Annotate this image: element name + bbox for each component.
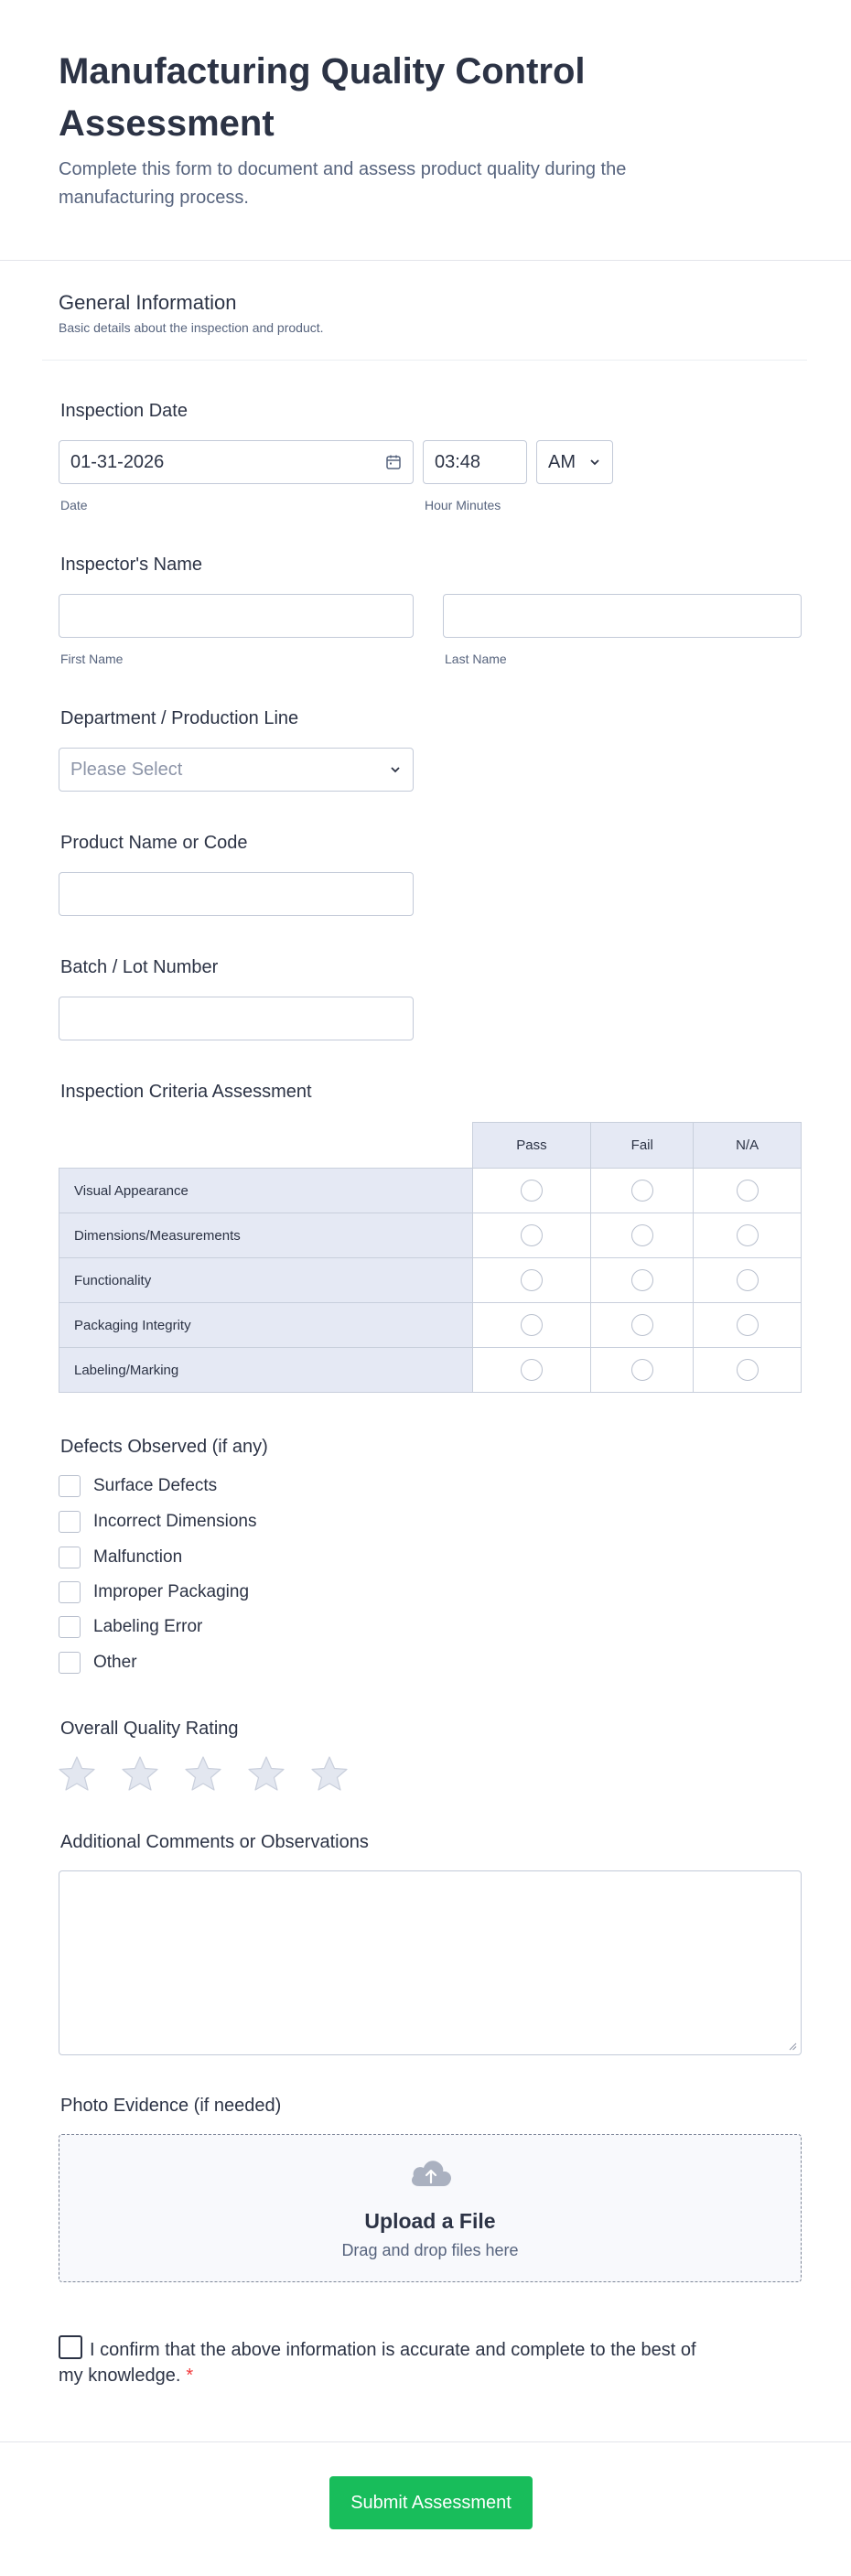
confirm-checkbox-field[interactable] bbox=[59, 2335, 699, 2388]
comments-textarea[interactable] bbox=[59, 1870, 802, 2055]
defect-option[interactable] bbox=[59, 1511, 256, 1533]
required-asterisk: * bbox=[186, 2366, 194, 2386]
product-label: Product Name or Code bbox=[60, 833, 248, 853]
matrix-cell-fail[interactable] bbox=[591, 1258, 694, 1303]
matrix-col-na: N/A bbox=[694, 1123, 802, 1169]
defect-option-label: Other bbox=[93, 1653, 137, 1672]
inspection-date-label: Inspection Date bbox=[60, 401, 188, 421]
matrix-cell-pass[interactable] bbox=[472, 1303, 591, 1348]
defect-option[interactable] bbox=[59, 1652, 137, 1674]
footer-divider bbox=[0, 2441, 851, 2442]
radio-button[interactable] bbox=[737, 1180, 759, 1202]
section-description: Basic details about the inspection and product. bbox=[59, 320, 324, 335]
page-title: Manufacturing Quality Control Assessment bbox=[59, 51, 586, 144]
upload-title: Upload a File bbox=[364, 2209, 496, 2233]
matrix-row-label: Functionality bbox=[59, 1258, 473, 1303]
checkbox[interactable] bbox=[59, 1511, 81, 1533]
calendar-icon[interactable] bbox=[385, 454, 402, 470]
matrix-col-fail: Fail bbox=[591, 1123, 694, 1169]
matrix-row bbox=[59, 1169, 802, 1213]
inspector-name-label: Inspector's Name bbox=[60, 555, 202, 575]
matrix-cell-na[interactable] bbox=[694, 1213, 802, 1258]
matrix-cell-fail[interactable] bbox=[591, 1303, 694, 1348]
date-input[interactable] bbox=[59, 440, 414, 484]
matrix-row-label: Packaging Integrity bbox=[59, 1303, 473, 1348]
matrix-row-label: Dimensions/Measurements bbox=[59, 1213, 473, 1258]
ampm-value: AM bbox=[548, 451, 576, 472]
defects-label: Defects Observed (if any) bbox=[60, 1437, 268, 1457]
radio-button[interactable] bbox=[631, 1269, 653, 1291]
defect-option[interactable] bbox=[59, 1547, 182, 1568]
radio-button[interactable] bbox=[737, 1224, 759, 1246]
section-title: General Information bbox=[59, 291, 237, 314]
chevron-down-icon bbox=[389, 763, 402, 776]
batch-label: Batch / Lot Number bbox=[60, 957, 219, 977]
cloud-upload-icon bbox=[407, 2155, 455, 2192]
department-label: Department / Production Line bbox=[60, 708, 299, 728]
matrix-cell-pass[interactable] bbox=[472, 1258, 591, 1303]
radio-button[interactable] bbox=[737, 1359, 759, 1381]
star-icon[interactable] bbox=[184, 1755, 222, 1792]
defect-option-label: Labeling Error bbox=[93, 1617, 203, 1636]
star-icon[interactable] bbox=[121, 1755, 159, 1792]
radio-button[interactable] bbox=[737, 1269, 759, 1291]
radio-button[interactable] bbox=[631, 1314, 653, 1336]
matrix-cell-pass[interactable] bbox=[472, 1213, 591, 1258]
file-upload-dropzone[interactable] bbox=[59, 2134, 802, 2282]
department-placeholder: Please Select bbox=[70, 759, 183, 780]
star-icon[interactable] bbox=[247, 1755, 285, 1792]
defect-option-label: Malfunction bbox=[93, 1547, 183, 1567]
last-name-input[interactable] bbox=[443, 594, 802, 638]
star-icon[interactable] bbox=[58, 1755, 96, 1792]
checkbox[interactable] bbox=[59, 1616, 81, 1638]
matrix-row-label: Labeling/Marking bbox=[59, 1348, 473, 1393]
checkbox[interactable] bbox=[59, 1475, 81, 1497]
matrix-cell-na[interactable] bbox=[694, 1169, 802, 1213]
page-subtitle: Complete this form to document and assess product quality during the manufacturing process. bbox=[59, 159, 627, 208]
checkbox[interactable] bbox=[59, 1581, 81, 1603]
matrix-row bbox=[59, 1213, 802, 1258]
matrix-cell-pass[interactable] bbox=[472, 1348, 591, 1393]
radio-button[interactable] bbox=[521, 1359, 543, 1381]
radio-button[interactable] bbox=[631, 1180, 653, 1202]
photo-label: Photo Evidence (if needed) bbox=[60, 2096, 282, 2116]
defect-option[interactable] bbox=[59, 1475, 217, 1497]
product-input[interactable] bbox=[59, 872, 414, 916]
first-name-sublabel: First Name bbox=[60, 652, 124, 666]
time-sublabel: Hour Minutes bbox=[425, 498, 501, 512]
confirm-text: I confirm that the above information is accurate and complete to the best of my knowledge. bbox=[59, 2340, 696, 2386]
radio-button[interactable] bbox=[737, 1314, 759, 1336]
matrix-cell-na[interactable] bbox=[694, 1303, 802, 1348]
matrix-cell-na[interactable] bbox=[694, 1348, 802, 1393]
checkbox[interactable] bbox=[59, 1547, 81, 1568]
last-name-sublabel: Last Name bbox=[445, 652, 507, 666]
time-value: 03:48 bbox=[435, 451, 481, 472]
upload-subtitle: Drag and drop files here bbox=[341, 2241, 519, 2259]
matrix-cell-pass[interactable] bbox=[472, 1169, 591, 1213]
defect-option-label: Incorrect Dimensions bbox=[93, 1512, 257, 1531]
time-input[interactable] bbox=[423, 440, 527, 484]
defect-option[interactable] bbox=[59, 1616, 202, 1638]
matrix-col-pass: Pass bbox=[472, 1123, 591, 1169]
defect-option-label: Improper Packaging bbox=[93, 1582, 250, 1601]
confirm-checkbox[interactable] bbox=[59, 2335, 82, 2359]
matrix-row bbox=[59, 1258, 802, 1303]
radio-button[interactable] bbox=[521, 1180, 543, 1202]
defect-option[interactable] bbox=[59, 1581, 249, 1603]
matrix-cell-fail[interactable] bbox=[591, 1348, 694, 1393]
batch-input[interactable] bbox=[59, 997, 414, 1040]
form-header bbox=[0, 0, 851, 261]
matrix-corner bbox=[59, 1123, 473, 1169]
date-value: 01-31-2026 bbox=[70, 451, 165, 472]
radio-button[interactable] bbox=[521, 1224, 543, 1246]
department-select[interactable] bbox=[59, 748, 414, 792]
resize-handle-icon[interactable] bbox=[788, 2042, 797, 2051]
submit-button[interactable]: Submit Assessment bbox=[329, 2476, 533, 2529]
defect-option-label: Surface Defects bbox=[93, 1476, 218, 1495]
matrix-cell-fail[interactable] bbox=[591, 1169, 694, 1213]
rating-label: Overall Quality Rating bbox=[60, 1719, 239, 1739]
checkbox[interactable] bbox=[59, 1652, 81, 1674]
matrix-row-label: Visual Appearance bbox=[59, 1169, 473, 1213]
criteria-label: Inspection Criteria Assessment bbox=[60, 1082, 312, 1102]
matrix-header-row bbox=[59, 1123, 802, 1169]
date-sublabel: Date bbox=[60, 498, 88, 512]
section-header bbox=[42, 291, 807, 361]
radio-button[interactable] bbox=[521, 1269, 543, 1291]
matrix-cell-fail[interactable] bbox=[591, 1213, 694, 1258]
radio-button[interactable] bbox=[521, 1314, 543, 1336]
chevron-down-icon bbox=[588, 456, 601, 469]
matrix-cell-na[interactable] bbox=[694, 1258, 802, 1303]
matrix-row bbox=[59, 1303, 802, 1348]
star-icon[interactable] bbox=[310, 1755, 349, 1792]
radio-button[interactable] bbox=[631, 1224, 653, 1246]
matrix-row bbox=[59, 1348, 802, 1393]
first-name-input[interactable] bbox=[59, 594, 414, 638]
ampm-select[interactable] bbox=[536, 440, 613, 484]
comments-label: Additional Comments or Observations bbox=[60, 1832, 369, 1852]
radio-button[interactable] bbox=[631, 1359, 653, 1381]
criteria-matrix bbox=[59, 1122, 802, 1393]
